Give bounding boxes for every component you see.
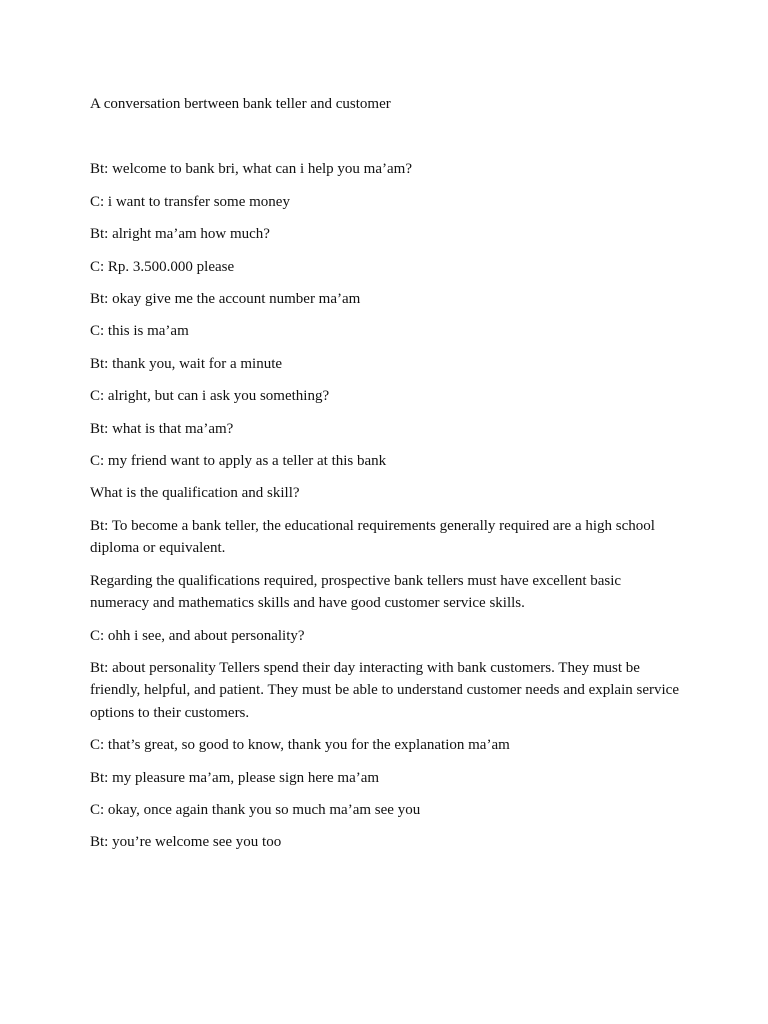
dialogue-line: What is the qualification and skill? [90,485,300,502]
document-title: A conversation bertween bank teller and customer [90,96,391,112]
dialogue-line: Bt: thank you, wait for a minute [90,355,283,372]
dialogue-line: C: this is ma’am [90,323,189,340]
dialogue-line: C: alright, but can i ask you something? [90,388,330,405]
document-content [90,93,680,864]
dialogue-line: Bt: my pleasure ma’am, please sign here ma’am [90,769,380,786]
dialogue-line: C: that’s great, so good to know, thank you for the explanation ma’am [90,737,510,754]
dialogue-line: Bt: you’re welcome see you too [90,834,282,851]
dialogue-line: Bt: what is that ma’am? [90,420,234,437]
dialogue-paragraph: Bt: about personality Tellers spend their day interacting with bank customers. They must be friendly, helpful, and patient. They must be able to understand customer needs and explain service options to their customers. [90,659,679,721]
dialogue-line: Bt: alright ma’am how much? [90,226,270,243]
dialogue-line: C: my friend want to apply as a teller at this bank [90,453,387,470]
dialogue-paragraph: Regarding the qualifications required, prospective bank tellers must have excellent basic numeracy and mathematics skills and have good customer service skills. [90,572,622,612]
dialogue-line: C: i want to transfer some money [90,193,290,210]
dialogue-line: C: okay, once again thank you so much ma’am see you [90,801,421,818]
dialogue-line: C: ohh i see, and about personality? [90,627,305,644]
dialogue-line: C: Rp. 3.500.000 please [90,258,235,275]
dialogue-paragraph: Bt: To become a bank teller, the educational requirements generally required are a high school diploma or equivalent. [90,517,655,557]
dialogue-line: Bt: okay give me the account number ma’am [90,291,361,308]
dialogue-line: Bt: welcome to bank bri, what can i help you ma’am? [90,161,412,178]
